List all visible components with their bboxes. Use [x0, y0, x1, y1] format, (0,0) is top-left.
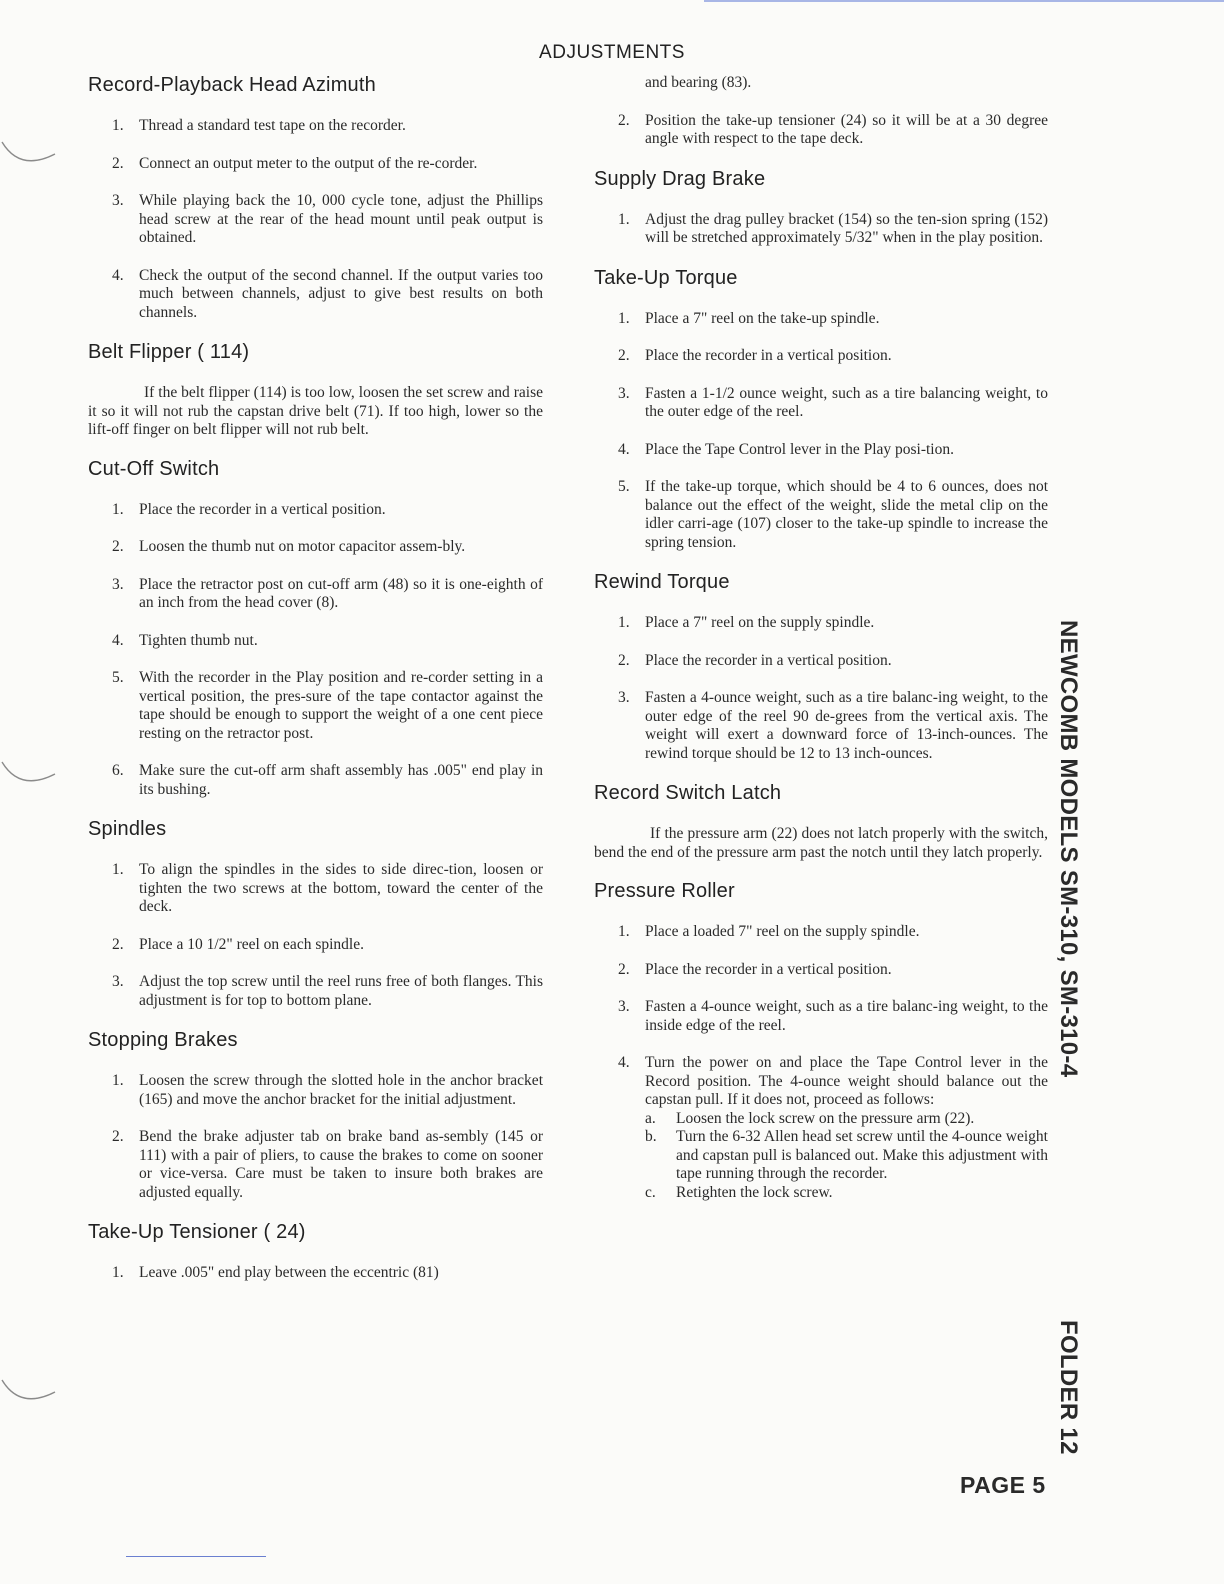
- step-number: 2.: [618, 111, 630, 129]
- step-number: 3.: [112, 973, 124, 990]
- step-number: 2.: [618, 960, 630, 978]
- step-text: Place the recorder in a vertical position.: [645, 347, 892, 364]
- step-number: 4.: [112, 631, 124, 649]
- step-number: 5.: [618, 478, 630, 495]
- list-item: [594, 614, 1048, 633]
- scan-edge-line: [704, 0, 1224, 2]
- step-text: Place the recorder in a vertical position.: [645, 960, 892, 978]
- step-number: 3.: [618, 689, 630, 706]
- list-item: [88, 632, 543, 651]
- step-number: 5.: [112, 669, 124, 686]
- step-text: Place a loaded 7" reel on the supply spindle.: [645, 923, 920, 940]
- step-number: 2.: [618, 651, 630, 669]
- section-rewind-torque: [594, 571, 1048, 763]
- side-models-label: NEWCOMB MODELS SM-310, SM-310-4: [1055, 620, 1083, 1078]
- list-item: [88, 1128, 543, 1202]
- binder-hole-mark: [0, 1370, 60, 1410]
- list-item: [594, 652, 1048, 671]
- step-number: 4.: [112, 266, 124, 284]
- section-takeup-tensioner: [88, 1221, 543, 1283]
- substep-text: Loosen the lock screw on the pressure arm (22).: [676, 1109, 975, 1127]
- step-text: While playing back the 10, 000 cycle tone, adjust the Phillips head screw at the rear of the head mount until peak output is obtained.: [139, 192, 543, 246]
- list-item: [88, 501, 543, 520]
- step-number: 2.: [112, 538, 124, 555]
- section-heading: Take-Up Torque: [594, 266, 738, 289]
- step-list: [88, 1264, 543, 1283]
- step-text: Place the recorder in a vertical position.: [139, 500, 386, 518]
- list-item: [88, 861, 543, 917]
- section-heading: Supply Drag Brake: [594, 167, 766, 190]
- section-heading: Record Switch Latch: [594, 782, 782, 804]
- paragraph: If the belt flipper (114) is too low, loosen the set screw and raise it so it will not rub the capstan drive belt (71). If too high, lower so the lift-off finger on belt flipper will not rub belt.: [88, 384, 543, 438]
- substep-text: Retighten the lock screw.: [676, 1183, 833, 1201]
- list-item: [88, 936, 543, 955]
- section-belt-flipper: [88, 341, 543, 440]
- step-text: and bearing (83).: [645, 74, 752, 91]
- section-heading: Rewind Torque: [594, 571, 730, 593]
- substep-letter: b.: [645, 1128, 657, 1145]
- step-text: Leave .005" end play between the eccentric (81): [139, 1264, 439, 1281]
- list-item: [88, 267, 543, 323]
- step-number: 4.: [618, 1054, 630, 1071]
- step-number: 2.: [618, 347, 630, 364]
- step-number: 2.: [112, 935, 124, 953]
- list-item: [88, 155, 543, 174]
- section-takeup-tensioner-continued: [594, 74, 1048, 149]
- step-text: Adjust the top screw until the reel runs free of both flanges. This adjustment is for top to bottom plane.: [139, 973, 543, 1009]
- section-heading: Record-Playback Head Azimuth: [88, 74, 376, 96]
- list-item: [594, 923, 1048, 942]
- list-item: [88, 973, 543, 1010]
- step-list: [594, 310, 1048, 553]
- section-heading: Stopping Brakes: [88, 1029, 238, 1051]
- left-column: [88, 74, 543, 1302]
- section-cutoff-switch: [88, 458, 543, 800]
- list-item: [594, 310, 1048, 329]
- step-text: Place a 7" reel on the take-up spindle.: [645, 309, 880, 327]
- list-item: [594, 478, 1048, 552]
- step-list: [594, 923, 1048, 1202]
- step-text: Fasten a 4-ounce weight, such as a tire balanc-ing weight, to the inside edge of the reel.: [645, 998, 1048, 1034]
- step-text: Connect an output meter to the output of the re-corder.: [139, 154, 478, 172]
- list-item: [594, 211, 1048, 248]
- step-text: If the take-up torque, which should be 4 to 6 ounces, does not balance out the effect of the weight, slide the metal clip on the idler carri-age (107) closer to the take-up spindle to increase the spring tension.: [645, 478, 1048, 551]
- list-item: [88, 192, 543, 248]
- list-item: [88, 117, 543, 136]
- step-text: Loosen the screw through the slotted hole in the anchor bracket (165) and move the anchor bracket for the initial adjustment.: [139, 1072, 543, 1108]
- step-number: 3.: [618, 384, 630, 402]
- section-heading: Cut-Off Switch: [88, 457, 220, 480]
- step-number: 6.: [112, 762, 124, 779]
- binder-hole-mark: [0, 752, 60, 792]
- list-item: [594, 441, 1048, 460]
- step-number: 2.: [112, 154, 124, 172]
- step-text: Place a 10 1/2" reel on each spindle.: [139, 935, 364, 953]
- step-list: [88, 117, 543, 322]
- step-text: Loosen the thumb nut on motor capacitor assem-bly.: [139, 538, 466, 555]
- step-text: Place the recorder in a vertical position.: [645, 651, 892, 669]
- section-heading: Belt Flipper ( 114): [88, 341, 250, 363]
- section-heading: Spindles: [88, 818, 167, 840]
- step-number: 1.: [618, 923, 630, 940]
- section-spindles: [88, 818, 543, 1010]
- step-number: 1.: [112, 117, 124, 134]
- page-number: PAGE 5: [960, 1472, 1046, 1498]
- paragraph: If the pressure arm (22) does not latch properly with the switch, bend the end of the pressure arm past the notch until they latch properly.: [594, 825, 1048, 861]
- list-item: [88, 669, 543, 743]
- side-folder-label: FOLDER 12: [1055, 1320, 1083, 1455]
- list-item: [88, 576, 543, 613]
- list-item: [645, 1184, 1048, 1203]
- substep-list: [645, 1110, 1048, 1203]
- section-supply-drag-brake: [594, 168, 1048, 248]
- list-item: [88, 762, 543, 799]
- step-text: Thread a standard test tape on the recorder.: [139, 117, 406, 134]
- step-text: Bend the brake adjuster tab on brake band as-sembly (145 or 111) with a pair of pliers, to cause the brakes to come on sooner or vice-versa. Care must be taken to insure both brakes are adjusted equally.: [139, 1128, 543, 1201]
- step-number: 2.: [112, 1128, 124, 1145]
- step-text: Place the Tape Control lever in the Play posi-tion.: [645, 440, 954, 458]
- step-text: Place a 7" reel on the supply spindle.: [645, 614, 875, 631]
- step-list: [88, 1072, 543, 1202]
- list-item: [645, 1110, 1048, 1129]
- step-text: With the recorder in the Play position and re-corder setting in a vertical position, the pres-sure of the tape contactor against the tape should be enough to support the weight of a one cent piece resting on the retractor post.: [139, 669, 543, 742]
- step-list: [594, 614, 1048, 763]
- section-head-azimuth: [88, 74, 543, 322]
- substep-letter: a.: [645, 1109, 656, 1127]
- section-pressure-roller: [594, 880, 1048, 1202]
- step-list: [594, 211, 1048, 248]
- list-item: [594, 689, 1048, 763]
- scan-edge-line: [126, 1556, 266, 1557]
- step-text: Make sure the cut-off arm shaft assembly has .005" end play in its bushing.: [139, 762, 543, 798]
- step-number: 3.: [112, 192, 124, 209]
- page-header-title: ADJUSTMENTS: [539, 42, 685, 63]
- step-text: Adjust the drag pulley bracket (154) so the ten-sion spring (152) will be stretched approximately 5/32" when in the play position.: [645, 210, 1048, 246]
- step-number: 1.: [112, 861, 124, 878]
- step-text: Position the take-up tensioner (24) so it will be at a 30 degree angle with respect to the tape deck.: [645, 111, 1048, 147]
- list-item: [594, 74, 1048, 93]
- step-text: To align the spindles in the sides to side direc-tion, loosen or tighten the two screws at the bottom, toward the center of the deck.: [139, 861, 543, 915]
- section-stopping-brakes: [88, 1029, 543, 1202]
- substep-letter: c.: [645, 1183, 656, 1201]
- list-item: [594, 347, 1048, 366]
- step-number: 1.: [618, 210, 630, 228]
- list-item: [88, 1264, 543, 1283]
- list-item: [88, 1072, 543, 1109]
- section-takeup-torque: [594, 267, 1048, 553]
- step-list: [594, 74, 1048, 149]
- list-item: [594, 998, 1048, 1035]
- step-number: 1.: [112, 1264, 124, 1281]
- step-number: 3.: [618, 998, 630, 1015]
- list-item: [594, 1054, 1048, 1202]
- step-number: 1.: [112, 1072, 124, 1089]
- list-item: [594, 385, 1048, 422]
- step-text: Tighten thumb nut.: [139, 631, 258, 649]
- substep-text: Turn the 6-32 Allen head set screw until the 4-ounce weight and capstan pull is balanced out. Make this adjustment with tape running through the recorder.: [676, 1128, 1048, 1182]
- list-item: [645, 1128, 1048, 1184]
- step-text: Fasten a 4-ounce weight, such as a tire balanc-ing weight, to the outer edge of the reel 90 de-grees from the vertical axis. The weight will exert a downward force of 13-inch-ounces. The rewind torque should be 12 to 13 inch-ounces.: [645, 689, 1048, 762]
- step-number: 4.: [618, 440, 630, 458]
- step-number: 1.: [618, 309, 630, 327]
- step-text: Fasten a 1-1/2 ounce weight, such as a tire balancing weight, to the outer edge of the reel.: [645, 384, 1048, 420]
- step-list: [88, 861, 543, 1010]
- step-text: Place the retractor post on cut-off arm (48) so it is one-eighth of an inch from the head cover (8).: [139, 575, 543, 611]
- section-record-switch-latch: [594, 782, 1048, 862]
- step-number: 3.: [112, 575, 124, 593]
- step-number: 1.: [112, 500, 124, 518]
- list-item: [594, 961, 1048, 980]
- section-heading: Take-Up Tensioner ( 24): [88, 1221, 306, 1243]
- step-list: [88, 501, 543, 800]
- step-number: 1.: [618, 614, 630, 631]
- step-text: Turn the power on and place the Tape Control lever in the Record position. The 4-ounce weight should balance out the capstan pull. If it does not, proceed as follows:: [645, 1054, 1048, 1108]
- step-text: Check the output of the second channel. If the output varies too much between channels, adjust to give best results on both channels.: [139, 266, 543, 321]
- list-item: [594, 112, 1048, 149]
- binder-hole-mark: [0, 132, 60, 172]
- list-item: [88, 538, 543, 557]
- right-column: [594, 74, 1048, 1221]
- section-heading: Pressure Roller: [594, 880, 735, 902]
